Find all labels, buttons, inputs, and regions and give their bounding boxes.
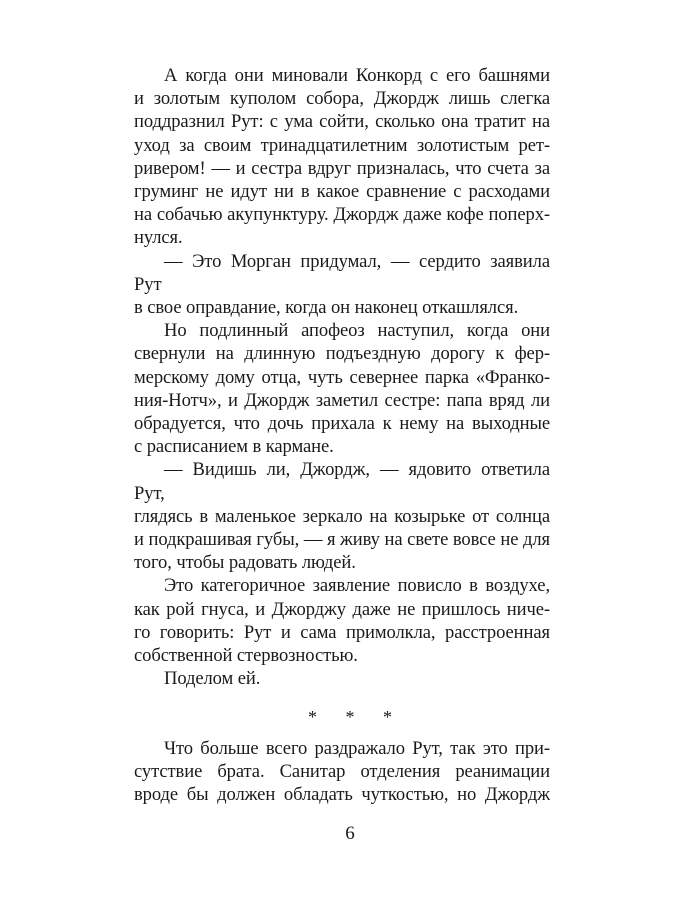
text-line: вроде бы должен обладать чуткостью, но Джордж bbox=[134, 784, 550, 806]
text-line: на собачью акупунктуру. Джордж даже кофе поперх- bbox=[134, 204, 550, 226]
text-line: Но подлинный апофеоз наступил, когда они bbox=[164, 320, 550, 342]
text-line: и золотым куполом собора, Джордж лишь слегка bbox=[134, 88, 550, 110]
text-line: нулся. bbox=[134, 227, 183, 249]
paragraph bbox=[134, 458, 550, 574]
paragraph bbox=[134, 250, 550, 320]
paragraph bbox=[134, 737, 550, 807]
text-line: того, чтобы радовать людей. bbox=[134, 552, 356, 574]
paragraph bbox=[134, 667, 550, 690]
text-line: Что больше всего раздражало Рут, так это при- bbox=[164, 738, 550, 759]
paragraph bbox=[134, 64, 550, 250]
text-line: А когда они миновали Конкорд с его башнями bbox=[164, 65, 550, 86]
text-line: в свое оправдание, когда он наконец откашлялся. bbox=[134, 297, 519, 319]
text-line: собственной стервозностью. bbox=[134, 645, 358, 667]
text-line: свернули на длинную подъездную дорогу к фер- bbox=[134, 343, 550, 365]
text-line: го говорить: Рут и сама примолкла, расстроенная bbox=[134, 621, 550, 643]
text-line: ния-Нотч», и Джордж заметил сестре: папа вряд ли bbox=[134, 389, 550, 411]
text-line: ривером! — и сестра вдруг призналась, что счета за bbox=[134, 157, 550, 179]
text-line: груминг не идут ни в какое сравнение с расходами bbox=[134, 181, 550, 203]
text-line: — Видишь ли, Джордж, — ядовито ответила Рут, bbox=[134, 459, 550, 504]
text-line: и подкрашивая губы, — я живу на свете вовсе не для bbox=[134, 529, 550, 551]
text-line: поддразнил Рут: с ума сойти, сколько она тратит на bbox=[134, 111, 550, 133]
text-line: — Это Морган придумал, — сердито заявила Рут bbox=[134, 250, 550, 295]
text-line: обрадуется, что дочь прихала к нему на выходные bbox=[134, 413, 550, 435]
text-line: глядясь в маленькое зеркало на козырьке от солнца bbox=[134, 505, 550, 527]
paragraph bbox=[134, 319, 550, 458]
text-line: мерскому дому отца, чуть севернее парка «Франко- bbox=[134, 366, 550, 388]
text-line: как рой гнуса, и Джорджу даже не пришлось ниче- bbox=[134, 598, 550, 620]
page-number: 6 bbox=[345, 823, 355, 844]
main-text-top bbox=[134, 64, 550, 690]
text-line: с расписанием в кармане. bbox=[134, 436, 334, 458]
paragraph bbox=[134, 574, 550, 667]
section-separator: * * * bbox=[308, 707, 404, 727]
text-line: Это категоричное заявление повисло в воздухе, bbox=[164, 575, 550, 597]
text-line: Поделом ей. bbox=[164, 668, 261, 690]
text-line: сутствие брата. Санитар отделения реанимации bbox=[134, 761, 550, 783]
main-text-bottom bbox=[134, 737, 550, 807]
text-line: уход за своим тринадцатилетним золотистым рет- bbox=[134, 134, 550, 156]
